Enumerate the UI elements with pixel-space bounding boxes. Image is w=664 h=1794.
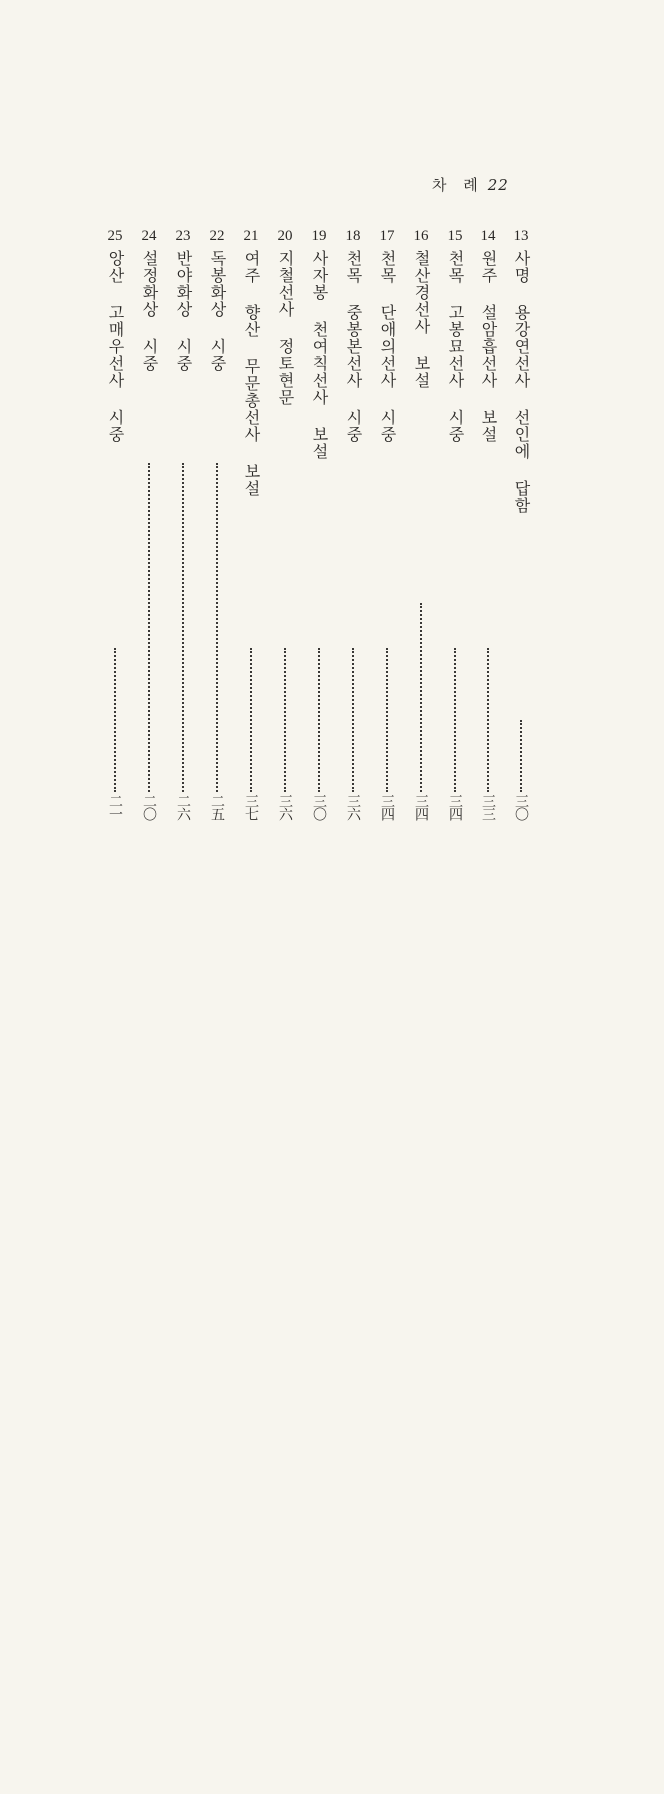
entry-number: 13	[513, 228, 529, 244]
dot-leader	[148, 463, 150, 792]
entry-number: 25	[107, 228, 123, 244]
toc-entry	[270, 228, 300, 828]
toc-entry	[236, 228, 266, 828]
entry-title: 독봉화상 시중	[208, 250, 227, 372]
entry-page-number: 二一	[107, 794, 123, 820]
toc-entry	[168, 228, 198, 828]
toc-entry	[506, 228, 536, 828]
entry-page-number: 三〇	[513, 794, 529, 820]
dot-leader	[454, 648, 456, 792]
entry-number: 22	[209, 228, 225, 244]
toc-entry	[440, 228, 470, 828]
entry-number: 23	[175, 228, 191, 244]
entry-title: 사자봉 천여칙선사 보설	[310, 250, 329, 460]
dot-leader	[182, 463, 184, 792]
entry-number: 19	[311, 228, 327, 244]
entry-page-number: 三六	[345, 794, 361, 820]
entry-number: 17	[379, 228, 395, 244]
entry-page-number: 二五	[209, 794, 225, 820]
toc-entry	[202, 228, 232, 828]
entry-number: 15	[447, 228, 463, 244]
entry-page-number: 三四	[447, 794, 463, 820]
entry-number: 16	[413, 228, 429, 244]
entry-title: 앙산 고매우선사 시중	[106, 250, 125, 443]
entry-page-number: 二六	[175, 794, 191, 820]
toc-entry	[473, 228, 503, 828]
entry-page-number: 二〇	[141, 794, 157, 820]
entry-title: 천목 고봉묘선사 시중	[446, 250, 465, 443]
dot-leader	[487, 648, 489, 792]
toc-entry	[338, 228, 368, 828]
entry-page-number: 三七	[243, 794, 259, 820]
entry-title: 설정화상 시중	[140, 250, 159, 372]
toc-entry	[372, 228, 402, 828]
toc-entry	[134, 228, 164, 828]
entry-title: 천목 단애의선사 시중	[378, 250, 397, 443]
entry-title: 철산경선사 보설	[412, 250, 431, 389]
entry-page-number: 三三	[480, 794, 496, 820]
dot-leader	[114, 648, 116, 792]
entry-title: 사명 용강연선사 선인에 답함	[512, 250, 531, 514]
dot-leader	[250, 648, 252, 792]
entry-number: 24	[141, 228, 157, 244]
header-label: 차 례	[432, 176, 484, 194]
entry-title: 반야화상 시중	[174, 250, 193, 372]
entry-page-number: 三〇	[311, 794, 327, 820]
dot-leader	[216, 463, 218, 792]
dot-leader	[352, 648, 354, 792]
entry-page-number: 三六	[277, 794, 293, 820]
dot-leader	[318, 648, 320, 792]
entry-number: 18	[345, 228, 361, 244]
entry-title: 지철선사 정토현문	[276, 250, 295, 406]
entry-page-number: 三四	[379, 794, 395, 820]
entry-title: 원주 설암흡선사 보설	[479, 250, 498, 443]
dot-leader	[420, 603, 422, 792]
entry-number: 21	[243, 228, 259, 244]
header-page-number: 22	[487, 176, 509, 194]
dot-leader	[520, 720, 522, 792]
entry-page-number: 三四	[413, 794, 429, 820]
toc-entry	[406, 228, 436, 828]
dot-leader	[386, 648, 388, 792]
entry-number: 20	[277, 228, 293, 244]
toc-entry	[304, 228, 334, 828]
entry-title: 천목 중봉본선사 시중	[344, 250, 363, 443]
dot-leader	[284, 648, 286, 792]
entry-title: 여주 향산 무문총선사 보설	[242, 250, 261, 497]
entry-number: 14	[480, 228, 496, 244]
toc-entry	[100, 228, 130, 828]
